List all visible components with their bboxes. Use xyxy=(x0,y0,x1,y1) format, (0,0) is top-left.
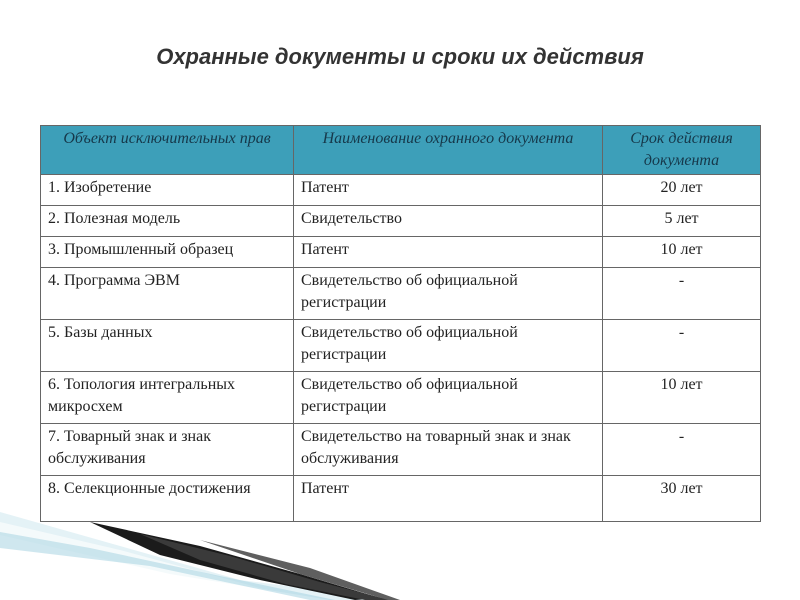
object-cell: 7. Товарный знак и знак обслуживания xyxy=(41,424,294,476)
term-cell: - xyxy=(603,268,761,320)
document-cell: Свидетельство об официальной регистрации xyxy=(294,320,603,372)
object-cell: 8. Селекционные достижения xyxy=(41,476,294,522)
header-document: Наименование охранного документа xyxy=(294,126,603,175)
document-cell: Свидетельство об официальной регистрации xyxy=(294,372,603,424)
header-object: Объект исключительных прав xyxy=(41,126,294,175)
term-cell: - xyxy=(603,424,761,476)
term-cell: 20 лет xyxy=(603,175,761,206)
term-cell: 10 лет xyxy=(603,372,761,424)
document-cell: Патент xyxy=(294,175,603,206)
document-cell: Свидетельство об официальной регистрации xyxy=(294,268,603,320)
decorative-swoosh xyxy=(0,512,400,600)
term-cell: - xyxy=(603,320,761,372)
object-cell: 4. Программа ЭВМ xyxy=(41,268,294,320)
object-cell: 2. Полезная модель xyxy=(41,206,294,237)
slide-title: Охранные документы и сроки их действия xyxy=(156,44,644,69)
object-cell: 5. Базы данных xyxy=(41,320,294,372)
object-cell: 1. Изобретение xyxy=(41,175,294,206)
object-cell: 3. Промышленный образец xyxy=(41,237,294,268)
term-cell: 30 лет xyxy=(603,476,761,522)
document-cell: Патент xyxy=(294,237,603,268)
term-cell: 5 лет xyxy=(603,206,761,237)
document-cell: Свидетельство xyxy=(294,206,603,237)
document-cell: Свидетельство на товарный знак и знак обслуживания xyxy=(294,424,603,476)
object-cell: 6. Топология интегральных микросхем xyxy=(41,372,294,424)
header-term: Срок действия документа xyxy=(603,126,761,175)
term-cell: 10 лет xyxy=(603,237,761,268)
document-cell: Патент xyxy=(294,476,603,522)
